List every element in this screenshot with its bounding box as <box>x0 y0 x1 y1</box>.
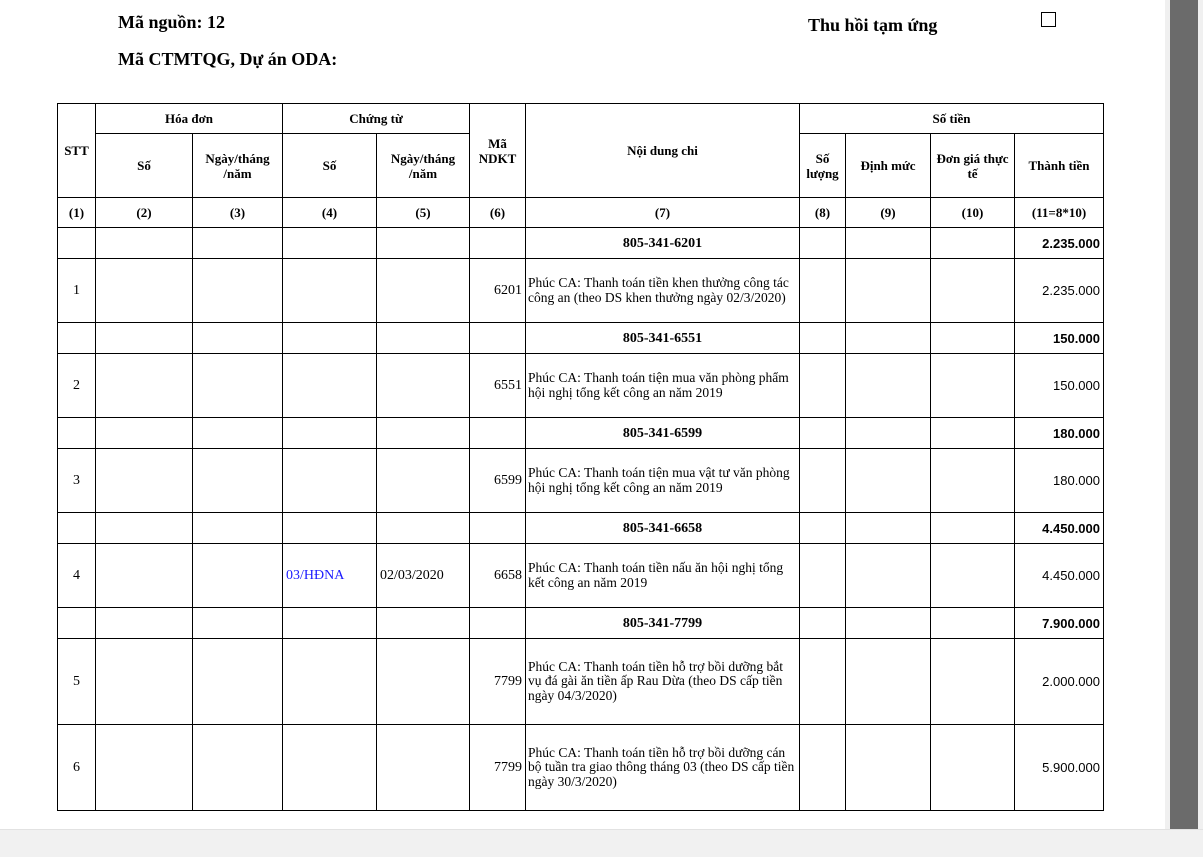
empty-cell <box>377 608 470 639</box>
group-code: 805-341-6201 <box>526 228 800 259</box>
chung-tu-so <box>283 259 377 323</box>
empty-cell <box>193 608 283 639</box>
group-code: 805-341-7799 <box>526 608 800 639</box>
group-code: 805-341-6658 <box>526 513 800 544</box>
empty-cell <box>96 418 193 449</box>
column-number: (1) <box>58 198 96 228</box>
hoa-don-ngay <box>193 725 283 811</box>
group-code: 805-341-6599 <box>526 418 800 449</box>
empty-cell <box>193 323 283 354</box>
empty-cell <box>193 513 283 544</box>
thu-hoi-tam-ung-checkbox[interactable] <box>1041 12 1056 27</box>
row-stt: 6 <box>58 725 96 811</box>
group-summary-row <box>58 513 1104 544</box>
empty-cell <box>470 418 526 449</box>
empty-cell <box>58 418 96 449</box>
hoa-don-so <box>96 725 193 811</box>
column-number: (8) <box>800 198 846 228</box>
ma-ndkt: 6551 <box>470 354 526 418</box>
empty-cell <box>800 418 846 449</box>
ma-ndkt: 6201 <box>470 259 526 323</box>
header-ma-ndkt: Mã NDKT <box>470 104 526 198</box>
column-number: (2) <box>96 198 193 228</box>
table-row <box>58 725 1104 811</box>
group-total: 4.450.000 <box>1015 513 1104 544</box>
header-dinh-muc: Định mức <box>846 134 931 198</box>
empty-cell <box>846 608 931 639</box>
so-luong <box>800 544 846 608</box>
empty-cell <box>470 513 526 544</box>
hoa-don-so <box>96 639 193 725</box>
header-noi-dung: Nội dung chi <box>526 104 800 198</box>
hoa-don-so <box>96 544 193 608</box>
dinh-muc <box>846 354 931 418</box>
so-luong <box>800 725 846 811</box>
header-hd-ngay: Ngày/tháng /năm <box>193 134 283 198</box>
ma-ctmtqg-label: Mã CTMTQG, Dự án ODA: <box>118 49 338 69</box>
empty-cell <box>800 228 846 259</box>
hoa-don-so <box>96 354 193 418</box>
hoa-don-so <box>96 449 193 513</box>
thanh-tien: 4.450.000 <box>1015 544 1104 608</box>
header-stt: STT <box>58 104 96 198</box>
dinh-muc <box>846 544 931 608</box>
scrollbar-thumb[interactable] <box>1170 0 1198 856</box>
noi-dung-chi: Phúc CA: Thanh toán tiền hỗ trợ bồi dưỡng bắt vụ đá gài ăn tiền ấp Rau Dừa (theo DS cấp tiền ngày 04/3/2020) <box>526 639 800 725</box>
empty-cell <box>931 228 1015 259</box>
chung-tu-ngay <box>377 639 470 725</box>
header-don-gia: Đơn giá thực tế <box>931 134 1015 198</box>
chung-tu-so <box>283 725 377 811</box>
chung-tu-so[interactable] <box>283 544 377 608</box>
ma-ndkt: 7799 <box>470 725 526 811</box>
chung-tu-ngay <box>377 725 470 811</box>
row-stt: 2 <box>58 354 96 418</box>
hoa-don-ngay <box>193 544 283 608</box>
group-total: 180.000 <box>1015 418 1104 449</box>
empty-cell <box>931 608 1015 639</box>
noi-dung-chi: Phúc CA: Thanh toán tiền khen thưởng công tác công an (theo DS khen thưởng ngày 02/3/2020) <box>526 259 800 323</box>
group-code: 805-341-6551 <box>526 323 800 354</box>
empty-cell <box>58 323 96 354</box>
ma-ndkt: 7799 <box>470 639 526 725</box>
row-stt: 4 <box>58 544 96 608</box>
empty-cell <box>96 323 193 354</box>
chung-tu-ngay <box>377 354 470 418</box>
empty-cell <box>846 228 931 259</box>
empty-cell <box>377 228 470 259</box>
header-so-luong: Số lượng <box>800 134 846 198</box>
chung-tu-ngay: 02/03/2020 <box>377 544 470 608</box>
empty-cell <box>931 323 1015 354</box>
header-ct-so: Số <box>283 134 377 198</box>
don-gia <box>931 639 1015 725</box>
empty-cell <box>846 418 931 449</box>
noi-dung-chi: Phúc CA: Thanh toán tiền hỗ trợ bồi dưỡng cán bộ tuần tra giao thông tháng 03 (theo DS cấp tiền ngày 30/3/2020) <box>526 725 800 811</box>
header-hd-so: Số <box>96 134 193 198</box>
row-stt: 1 <box>58 259 96 323</box>
horizontal-scrollbar[interactable] <box>0 829 1203 857</box>
empty-cell <box>377 513 470 544</box>
group-summary-row <box>58 608 1104 639</box>
vertical-scrollbar[interactable] <box>1165 0 1203 856</box>
thanh-tien: 180.000 <box>1015 449 1104 513</box>
group-total: 150.000 <box>1015 323 1104 354</box>
empty-cell <box>470 608 526 639</box>
empty-cell <box>283 513 377 544</box>
chung-tu-ngay <box>377 449 470 513</box>
dinh-muc <box>846 725 931 811</box>
empty-cell <box>193 418 283 449</box>
empty-cell <box>377 323 470 354</box>
so-luong <box>800 259 846 323</box>
empty-cell <box>96 513 193 544</box>
empty-cell <box>800 323 846 354</box>
group-total: 7.900.000 <box>1015 608 1104 639</box>
chung-tu-so <box>283 449 377 513</box>
column-number: (7) <box>526 198 800 228</box>
chung-tu-link[interactable]: 03/HĐNA <box>286 568 345 583</box>
so-luong <box>800 639 846 725</box>
ma-ndkt: 6599 <box>470 449 526 513</box>
header-row-1 <box>58 104 1104 134</box>
don-gia <box>931 544 1015 608</box>
so-luong <box>800 449 846 513</box>
row-stt: 5 <box>58 639 96 725</box>
don-gia <box>931 259 1015 323</box>
thanh-tien: 2.235.000 <box>1015 259 1104 323</box>
empty-cell <box>931 418 1015 449</box>
row-stt: 3 <box>58 449 96 513</box>
chung-tu-so <box>283 639 377 725</box>
empty-cell <box>800 608 846 639</box>
table-row <box>58 354 1104 418</box>
chung-tu-ngay <box>377 259 470 323</box>
header-so-tien: Số tiền <box>800 104 1104 134</box>
column-number: (5) <box>377 198 470 228</box>
ma-nguon-label: Mã nguồn: 12 <box>118 12 226 32</box>
noi-dung-chi: Phúc CA: Thanh toán tiện mua vật tư văn phòng hội nghị tổng kết công an năm 2019 <box>526 449 800 513</box>
empty-cell <box>193 228 283 259</box>
empty-cell <box>283 418 377 449</box>
table-row <box>58 639 1104 725</box>
empty-cell <box>800 513 846 544</box>
group-summary-row <box>58 418 1104 449</box>
empty-cell <box>846 323 931 354</box>
empty-cell <box>58 608 96 639</box>
column-number-row <box>58 198 1104 228</box>
dinh-muc <box>846 259 931 323</box>
empty-cell <box>96 608 193 639</box>
empty-cell <box>846 513 931 544</box>
hoa-don-ngay <box>193 449 283 513</box>
hoa-don-ngay <box>193 259 283 323</box>
column-number: (9) <box>846 198 931 228</box>
don-gia <box>931 449 1015 513</box>
thanh-tien: 2.000.000 <box>1015 639 1104 725</box>
table-row <box>58 544 1104 608</box>
thanh-tien: 150.000 <box>1015 354 1104 418</box>
empty-cell <box>470 323 526 354</box>
header-ct-ngay: Ngày/tháng /năm <box>377 134 470 198</box>
dinh-muc <box>846 639 931 725</box>
group-summary-row <box>58 323 1104 354</box>
column-number: (6) <box>470 198 526 228</box>
empty-cell <box>377 418 470 449</box>
hoa-don-ngay <box>193 639 283 725</box>
empty-cell <box>58 513 96 544</box>
expense-table <box>57 103 1104 811</box>
header-thanh-tien: Thành tiền <box>1015 134 1104 198</box>
dinh-muc <box>846 449 931 513</box>
chung-tu-so <box>283 354 377 418</box>
expense-table-body <box>58 104 1104 811</box>
so-luong <box>800 354 846 418</box>
column-number: (11=8*10) <box>1015 198 1104 228</box>
empty-cell <box>283 228 377 259</box>
header-hoa-don: Hóa đơn <box>96 104 283 134</box>
ma-ndkt: 6658 <box>470 544 526 608</box>
column-number: (10) <box>931 198 1015 228</box>
column-number: (3) <box>193 198 283 228</box>
thanh-tien: 5.900.000 <box>1015 725 1104 811</box>
hoa-don-so <box>96 259 193 323</box>
group-summary-row <box>58 228 1104 259</box>
hoa-don-ngay <box>193 354 283 418</box>
group-total: 2.235.000 <box>1015 228 1104 259</box>
don-gia <box>931 725 1015 811</box>
don-gia <box>931 354 1015 418</box>
table-row <box>58 449 1104 513</box>
empty-cell <box>931 513 1015 544</box>
thu-hoi-tam-ung-label: Thu hồi tạm ứng <box>808 15 938 35</box>
noi-dung-chi: Phúc CA: Thanh toán tiền nấu ăn hội nghị tổng kết công an năm 2019 <box>526 544 800 608</box>
empty-cell <box>283 323 377 354</box>
table-row <box>58 259 1104 323</box>
noi-dung-chi: Phúc CA: Thanh toán tiện mua văn phòng phẩm hội nghị tổng kết công an năm 2019 <box>526 354 800 418</box>
empty-cell <box>283 608 377 639</box>
column-number: (4) <box>283 198 377 228</box>
empty-cell <box>470 228 526 259</box>
header-chung-tu: Chứng từ <box>283 104 470 134</box>
empty-cell <box>96 228 193 259</box>
empty-cell <box>58 228 96 259</box>
